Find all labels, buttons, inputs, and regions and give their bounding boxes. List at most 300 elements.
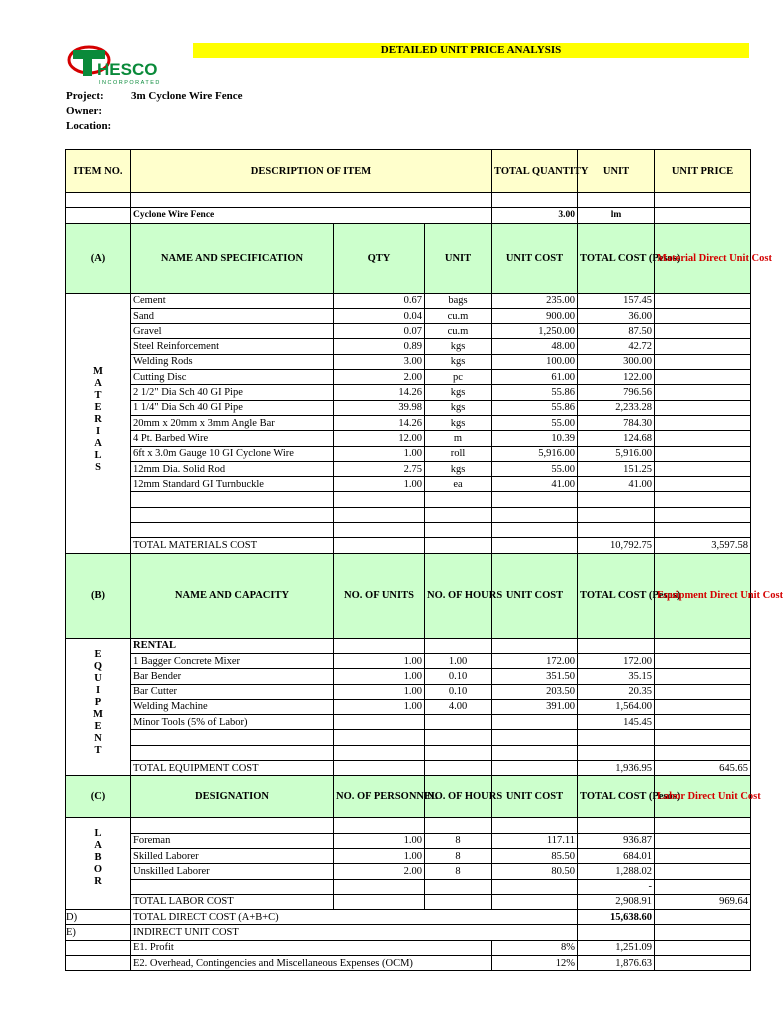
labor-side-letter: R (94, 876, 102, 888)
equipment-blank-row (66, 745, 751, 760)
materials-total-label: TOTAL MATERIALS COST (131, 538, 334, 553)
labor-direct-unit-cost: 969.64 (655, 894, 751, 909)
blank-cell (578, 507, 655, 522)
equipment-h-name: NAME AND CAPACITY (131, 553, 334, 638)
blank-cell (655, 370, 751, 385)
materials-unit: kgs (425, 461, 492, 476)
materials-side-letter: R (94, 413, 102, 425)
materials-rows (66, 293, 751, 553)
equipment-h-units: NO. OF UNITS (334, 553, 425, 638)
labor-total: 936.87 (578, 833, 655, 848)
labor-total-label: TOTAL LABOR COST (131, 894, 334, 909)
blank-cell (425, 894, 492, 909)
materials-h-name: NAME AND SPECIFICATION (131, 223, 334, 293)
equipment-total: 172.00 (578, 653, 655, 668)
materials-name: 20mm x 20mm x 3mm Angle Bar (131, 415, 334, 430)
blank-cell (655, 848, 751, 863)
header-total-quantity: TOTAL QUANTITY (492, 150, 578, 193)
blank-cell (492, 818, 578, 833)
materials-name: 4 Pt. Barbed Wire (131, 431, 334, 446)
materials-code: (A) (66, 223, 131, 293)
blank-cell (578, 638, 655, 653)
materials-blank-row (66, 492, 751, 507)
materials-total: 5,916.00 (578, 446, 655, 461)
materials-qty: 1.00 (334, 446, 425, 461)
materials-side-letter: E (94, 401, 102, 413)
equipment-row (66, 715, 751, 730)
equipment-side-letter: E (94, 648, 102, 660)
materials-total: 796.56 (578, 385, 655, 400)
item-quantity: 3.00 (492, 208, 578, 223)
total-direct-row (66, 910, 751, 925)
materials-unit-cost: 55.00 (492, 461, 578, 476)
equipment-side-letter: U (94, 672, 102, 684)
equipment-units (334, 715, 425, 730)
blank-cell (655, 492, 751, 507)
materials-row (66, 308, 751, 323)
materials-side-letter: M (93, 365, 103, 377)
materials-row (66, 446, 751, 461)
blank-cell (425, 761, 492, 776)
blank-cell (492, 638, 578, 653)
blank-cell (492, 507, 578, 522)
blank-cell (334, 507, 425, 522)
equipment-row (66, 684, 751, 699)
materials-qty: 0.04 (334, 308, 425, 323)
blank-cell (655, 477, 751, 492)
equipment-h-direct: Equipment Direct Unit Cost (655, 553, 751, 638)
blank-cell (425, 638, 492, 653)
project-label: Project: (66, 90, 104, 102)
blank-cell (578, 818, 655, 833)
blank-cell (655, 699, 751, 714)
blank-cell (492, 523, 578, 538)
labor-h-name: DESIGNATION (131, 776, 334, 818)
labor-h-total: TOTAL COST (Pesos) (578, 776, 655, 818)
e2-label: E2. Overhead, Contingencies and Miscellaneous Expenses (OCM) (131, 955, 492, 970)
header-unit: UNIT (578, 150, 655, 193)
materials-unit: ea (425, 477, 492, 492)
materials-unit-cost: 900.00 (492, 308, 578, 323)
labor-personnel: 2.00 (334, 864, 425, 879)
labor-side-letter: B (94, 852, 102, 864)
materials-name: 12mm Standard GI Turnbuckle (131, 477, 334, 492)
labor-name: Foreman (131, 833, 334, 848)
materials-unit: bags (425, 293, 492, 308)
blank-cell (334, 523, 425, 538)
labor-personnel (334, 879, 425, 894)
materials-qty: 2.75 (334, 461, 425, 476)
blank-cell (131, 818, 334, 833)
equipment-units: 1.00 (334, 699, 425, 714)
materials-unit: pc (425, 370, 492, 385)
svg-text:HESCO: HESCO (97, 60, 158, 79)
blank-cell (655, 339, 751, 354)
materials-blank-row (66, 523, 751, 538)
materials-qty: 12.00 (334, 431, 425, 446)
blank-cell (425, 538, 492, 553)
blank-cell (655, 818, 751, 833)
ocm-row (66, 955, 751, 970)
labor-header (66, 776, 751, 818)
materials-name: Steel Reinforcement (131, 339, 334, 354)
materials-name: 2 1/2" Dia Sch 40 GI Pipe (131, 385, 334, 400)
blank-cell (492, 894, 578, 909)
materials-name: Cutting Disc (131, 370, 334, 385)
labor-hours: 8 (425, 833, 492, 848)
equipment-unit-cost (492, 715, 578, 730)
labor-name (131, 879, 334, 894)
equipment-hours: 0.10 (425, 684, 492, 699)
labor-unit-cost: 80.50 (492, 864, 578, 879)
materials-row (66, 477, 751, 492)
materials-direct-unit-cost: 3,597.58 (655, 538, 751, 553)
materials-side-letter: T (94, 389, 102, 401)
materials-qty: 14.26 (334, 415, 425, 430)
labor-pre-row (66, 818, 751, 833)
labor-total-row (66, 894, 751, 909)
equipment-side-letter: P (94, 696, 102, 708)
blank-cell (492, 538, 578, 553)
materials-h-qty: QTY (334, 223, 425, 293)
labor-hours: 8 (425, 848, 492, 863)
labor-total: 684.01 (578, 848, 655, 863)
materials-name: Sand (131, 308, 334, 323)
blank-cell (425, 818, 492, 833)
blank-cell (131, 745, 334, 760)
materials-unit: kgs (425, 400, 492, 415)
materials-header (66, 223, 751, 293)
equipment-total-label: TOTAL EQUIPMENT COST (131, 761, 334, 776)
company-logo (67, 42, 187, 88)
materials-name: Gravel (131, 324, 334, 339)
blank-cell (655, 354, 751, 369)
materials-unit-cost: 5,916.00 (492, 446, 578, 461)
equipment-hours: 1.00 (425, 653, 492, 668)
item-name: Cyclone Wire Fence (131, 208, 492, 223)
equipment-unit-cost: 391.00 (492, 699, 578, 714)
profit-row (66, 940, 751, 955)
labor-name: Unskilled Laborer (131, 864, 334, 879)
e1-pct: 8% (492, 940, 578, 955)
blank-cell (655, 324, 751, 339)
labor-side-label (66, 818, 131, 910)
unit-price-table (65, 149, 783, 971)
materials-unit: m (425, 431, 492, 446)
blank-cell (655, 293, 751, 308)
blank-cell (334, 492, 425, 507)
labor-side-letter: A (94, 840, 102, 852)
equipment-side-label (66, 638, 131, 776)
materials-row (66, 431, 751, 446)
materials-total: 151.25 (578, 461, 655, 476)
materials-total: 124.68 (578, 431, 655, 446)
blank-cell (334, 730, 425, 745)
materials-qty: 14.26 (334, 385, 425, 400)
location-label: Location: (66, 120, 112, 132)
project-line (66, 90, 243, 102)
blank-cell (578, 492, 655, 507)
materials-name: 1 1/4" Dia Sch 40 GI Pipe (131, 400, 334, 415)
materials-unit: kgs (425, 385, 492, 400)
equipment-subheading: RENTAL (131, 638, 334, 653)
labor-h-direct: Labor Direct Unit Cost (655, 776, 751, 818)
blank-cell (655, 653, 751, 668)
blank-cell (492, 492, 578, 507)
blank-cell (578, 730, 655, 745)
item-row (66, 208, 751, 223)
labor-personnel: 1.00 (334, 848, 425, 863)
blank-cell (492, 745, 578, 760)
blank-cell (655, 446, 751, 461)
e2-pct: 12% (492, 955, 578, 970)
equipment-name: 1 Bagger Concrete Mixer (131, 653, 334, 668)
materials-qty: 39.98 (334, 400, 425, 415)
labor-row (66, 864, 751, 879)
owner-label: Owner: (66, 105, 103, 117)
equipment-units: 1.00 (334, 669, 425, 684)
project-value: 3m Cyclone Wire Fence (131, 90, 243, 102)
materials-row (66, 339, 751, 354)
table-header (66, 150, 751, 193)
blank-cell (655, 400, 751, 415)
materials-name: Cement (131, 293, 334, 308)
equipment-header (66, 553, 751, 638)
blank-cell (655, 669, 751, 684)
blank-cell (655, 507, 751, 522)
blank-cell (655, 523, 751, 538)
materials-unit-cost: 55.00 (492, 415, 578, 430)
location-line (66, 120, 111, 132)
materials-total: 122.00 (578, 370, 655, 385)
materials-unit: cu.m (425, 324, 492, 339)
blank-cell (655, 638, 751, 653)
materials-qty: 0.89 (334, 339, 425, 354)
blank-cell (655, 864, 751, 879)
labor-code: (C) (66, 776, 131, 818)
labor-unit-cost: 85.50 (492, 848, 578, 863)
equipment-row (66, 699, 751, 714)
owner-line (66, 105, 102, 117)
materials-side-letter: L (94, 449, 102, 461)
materials-side-letter: S (95, 461, 101, 473)
equipment-blank-row (66, 730, 751, 745)
labor-total: - (578, 879, 655, 894)
blank-cell (425, 730, 492, 745)
materials-row (66, 415, 751, 430)
equipment-total: 20.35 (578, 684, 655, 699)
materials-unit-cost: 48.00 (492, 339, 578, 354)
materials-side-letter: I (95, 425, 101, 437)
blank-cell (334, 745, 425, 760)
equipment-name: Bar Cutter (131, 684, 334, 699)
equipment-h-total: TOTAL COST (Pesos) (578, 553, 655, 638)
materials-h-total: TOTAL COST (Pesos) (578, 223, 655, 293)
equipment-hours: 4.00 (425, 699, 492, 714)
labor-row (66, 879, 751, 894)
materials-row (66, 400, 751, 415)
blank-cell (655, 308, 751, 323)
materials-name: Welding Rods (131, 354, 334, 369)
equipment-side-letter: E (94, 720, 102, 732)
blank-cell (425, 507, 492, 522)
materials-unit-cost: 61.00 (492, 370, 578, 385)
header-item-no: ITEM NO. (66, 150, 131, 193)
labor-h-unit-cost: UNIT COST (492, 776, 578, 818)
indirect-row (66, 925, 751, 940)
equipment-total: 1,936.95 (578, 761, 655, 776)
blank-cell (334, 894, 425, 909)
materials-qty: 3.00 (334, 354, 425, 369)
materials-total: 2,233.28 (578, 400, 655, 415)
materials-total: 300.00 (578, 354, 655, 369)
labor-total: 2,908.91 (578, 894, 655, 909)
equipment-row (66, 653, 751, 668)
svg-text:INCORPORATED: INCORPORATED (99, 80, 161, 86)
d-code: D) (66, 910, 131, 925)
materials-qty: 1.00 (334, 477, 425, 492)
blank-cell (578, 523, 655, 538)
equipment-h-hours: NO. OF HOURS (425, 553, 492, 638)
materials-total: 36.00 (578, 308, 655, 323)
labor-side-letter: O (93, 864, 103, 876)
equipment-h-unit-cost: UNIT COST (492, 553, 578, 638)
equipment-side-letter: Q (93, 660, 103, 672)
page-title: DETAILED UNIT PRICE ANALYSIS (193, 43, 749, 58)
equipment-total-row (66, 761, 751, 776)
materials-unit-cost: 1,250.00 (492, 324, 578, 339)
e1-label: E1. Profit (131, 940, 492, 955)
blank-cell (655, 684, 751, 699)
e-code: E) (66, 925, 131, 940)
materials-h-direct: Material Direct Unit Cost (655, 223, 751, 293)
materials-unit: roll (425, 446, 492, 461)
blank-cell (655, 431, 751, 446)
blank-cell (131, 730, 334, 745)
materials-side-letter: A (94, 377, 102, 389)
equipment-side-letter: M (93, 708, 103, 720)
blank-cell (655, 833, 751, 848)
blank-cell (334, 638, 425, 653)
blank-cell (334, 538, 425, 553)
blank-cell (334, 761, 425, 776)
materials-qty: 2.00 (334, 370, 425, 385)
e-label: INDIRECT UNIT COST (131, 925, 578, 940)
materials-name: 12mm Dia. Solid Rod (131, 461, 334, 476)
labor-rows (66, 818, 751, 910)
labor-row (66, 848, 751, 863)
blank-cell (131, 492, 334, 507)
materials-unit-cost: 10.39 (492, 431, 578, 446)
labor-name: Skilled Laborer (131, 848, 334, 863)
item-unit: lm (578, 208, 655, 223)
materials-unit-cost: 100.00 (492, 354, 578, 369)
blank-cell (131, 507, 334, 522)
header-description: DESCRIPTION OF ITEM (131, 150, 492, 193)
materials-name: 6ft x 3.0m Gauge 10 GI Cyclone Wire (131, 446, 334, 461)
blank-cell (655, 461, 751, 476)
equipment-unit-cost: 172.00 (492, 653, 578, 668)
equipment-side-letter: N (94, 732, 102, 744)
materials-unit-cost: 235.00 (492, 293, 578, 308)
equipment-row (66, 669, 751, 684)
materials-row (66, 461, 751, 476)
materials-total: 87.50 (578, 324, 655, 339)
equipment-units: 1.00 (334, 653, 425, 668)
labor-unit-cost: 117.11 (492, 833, 578, 848)
equipment-rows (66, 638, 751, 776)
equipment-total: 35.15 (578, 669, 655, 684)
blank-cell (492, 761, 578, 776)
equipment-side-letter: I (95, 684, 101, 696)
equipment-total: 1,564.00 (578, 699, 655, 714)
labor-h-personnel: NO. OF PERSONNEL (334, 776, 425, 818)
blank-cell (578, 745, 655, 760)
equipment-unit-cost: 351.50 (492, 669, 578, 684)
materials-row (66, 354, 751, 369)
materials-total-row (66, 538, 751, 553)
blank-cell (655, 715, 751, 730)
labor-hours (425, 879, 492, 894)
materials-h-unit: UNIT (425, 223, 492, 293)
blank-cell (131, 523, 334, 538)
equipment-code: (B) (66, 553, 131, 638)
e1-total: 1,251.09 (578, 940, 655, 955)
labor-side-letter: L (94, 828, 102, 840)
materials-total: 784.30 (578, 415, 655, 430)
materials-side-letter: A (94, 437, 102, 449)
equipment-direct-unit-cost: 645.65 (655, 761, 751, 776)
materials-row (66, 293, 751, 308)
equipment-pre-row (66, 638, 751, 653)
materials-total: 42.72 (578, 339, 655, 354)
materials-total: 41.00 (578, 477, 655, 492)
equipment-name: Bar Bender (131, 669, 334, 684)
equipment-unit-cost: 203.50 (492, 684, 578, 699)
blank-cell (655, 879, 751, 894)
blank-cell (425, 492, 492, 507)
materials-unit-cost: 55.86 (492, 400, 578, 415)
labor-unit-cost (492, 879, 578, 894)
header-unit-price: UNIT PRICE (655, 150, 751, 193)
equipment-hours: 0.10 (425, 669, 492, 684)
blank-cell (655, 415, 751, 430)
materials-unit: kgs (425, 415, 492, 430)
blank-cell (655, 730, 751, 745)
blank-cell (425, 745, 492, 760)
labor-total: 1,288.02 (578, 864, 655, 879)
spacer-row (66, 193, 751, 208)
materials-row (66, 385, 751, 400)
d-label: TOTAL DIRECT COST (A+B+C) (131, 910, 578, 925)
equipment-name: Welding Machine (131, 699, 334, 714)
blank-cell (334, 818, 425, 833)
materials-row (66, 324, 751, 339)
materials-blank-row (66, 507, 751, 522)
materials-qty: 0.67 (334, 293, 425, 308)
materials-h-unit-cost: UNIT COST (492, 223, 578, 293)
materials-qty: 0.07 (334, 324, 425, 339)
materials-row (66, 370, 751, 385)
equipment-units: 1.00 (334, 684, 425, 699)
equipment-side-letter: T (94, 744, 102, 756)
blank-cell (655, 385, 751, 400)
labor-hours: 8 (425, 864, 492, 879)
materials-unit-cost: 55.86 (492, 385, 578, 400)
blank-cell (425, 523, 492, 538)
materials-unit: kgs (425, 354, 492, 369)
labor-personnel: 1.00 (334, 833, 425, 848)
